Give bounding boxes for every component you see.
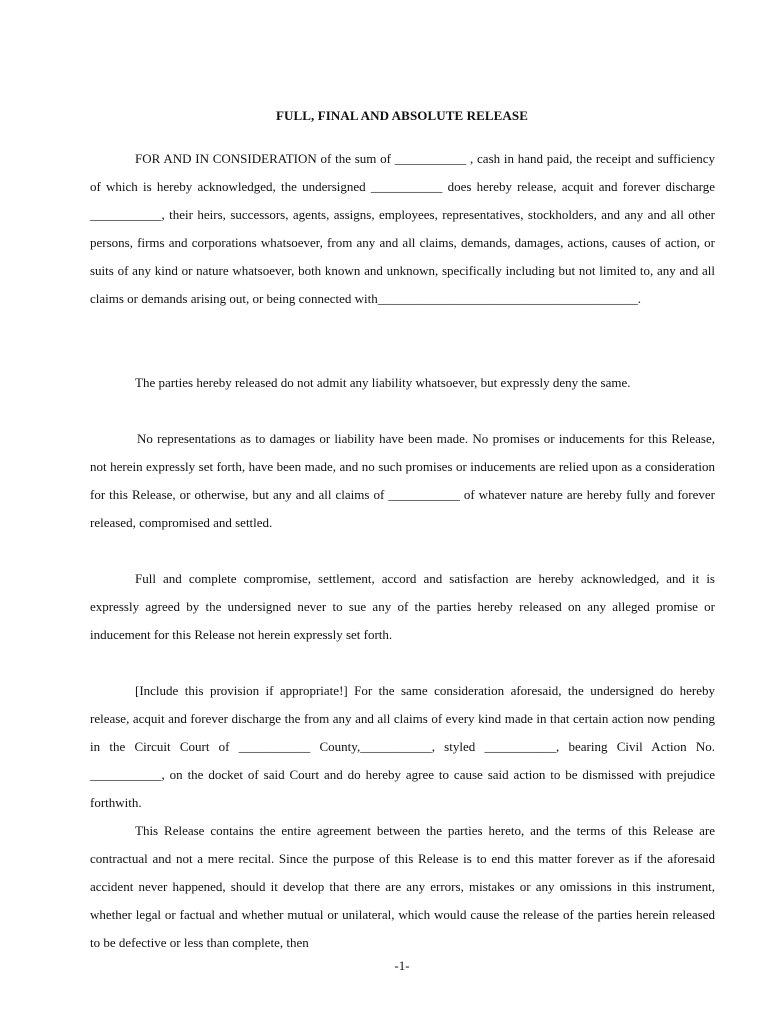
paragraph-no-representations: No representations as to damages or liability have been made. No promises or inducements for this Release, not herein expressly set forth, have been made, and no such promises or inducements are relied upon as a consideration for this Release, or otherwise, but any and all claims of ___________ of whatever nature are hereby fully and forever released, compromised and settled. — [90, 431, 715, 530]
page-number: -1- — [394, 958, 410, 973]
paragraph-entire-agreement: This Release contains the entire agreement between the parties hereto, and the terms of this Release are contractual and not a mere recital. Since the purpose of this Release is to end this matter forever as if the aforesaid accident never happened, should it develop that there are any errors, mistakes or any omissions in this instrument, whether legal or factual and whether mutual or unilateral, which would cause the release of the parties herein released to be defective or less than complete, then — [90, 823, 715, 950]
paragraph-compromise: Full and complete compromise, settlement, accord and satisfaction are hereby acknowledged, and it is expressly agreed by the undersigned never to sue any of the parties hereby released on any alleged promise or inducement for this Release not herein expressly set forth. — [90, 571, 715, 642]
document-title: FULL, FINAL AND ABSOLUTE RELEASE — [275, 108, 529, 123]
paragraph-pending-action: [Include this provision if appropriate!] For the same consideration aforesaid, the undersigned do hereby release, acquit and forever discharge the from any and all claims of every kind made in that certain action now pending in the Circuit Court of ___________ County,___________, styled ___________, bearing Civil Action No. ___________, on the docket of said Court and do hereby agree to cause said action to be dismissed with prejudice forthwith. — [90, 683, 715, 810]
paragraph-no-liability: The parties hereby released do not admit any liability whatsoever, but expressly deny the same. — [135, 375, 631, 390]
paragraph-consideration: FOR AND IN CONSIDERATION of the sum of ___________ , cash in hand paid, the receipt and sufficiency of which is hereby acknowledged, the undersigned ___________ does hereby release, acquit and forever discharge ___________, their heirs, successors, agents, assigns, employees, representatives, stockholders, and any and all other persons, firms and corporations whatsoever, from any and all claims, demands, damages, actions, causes of action, or suits of any kind or nature whatsoever, both known and unknown, specifically including but not limited to, any and all claims or demands arising out, or being connected with________________________________________. — [90, 151, 715, 306]
